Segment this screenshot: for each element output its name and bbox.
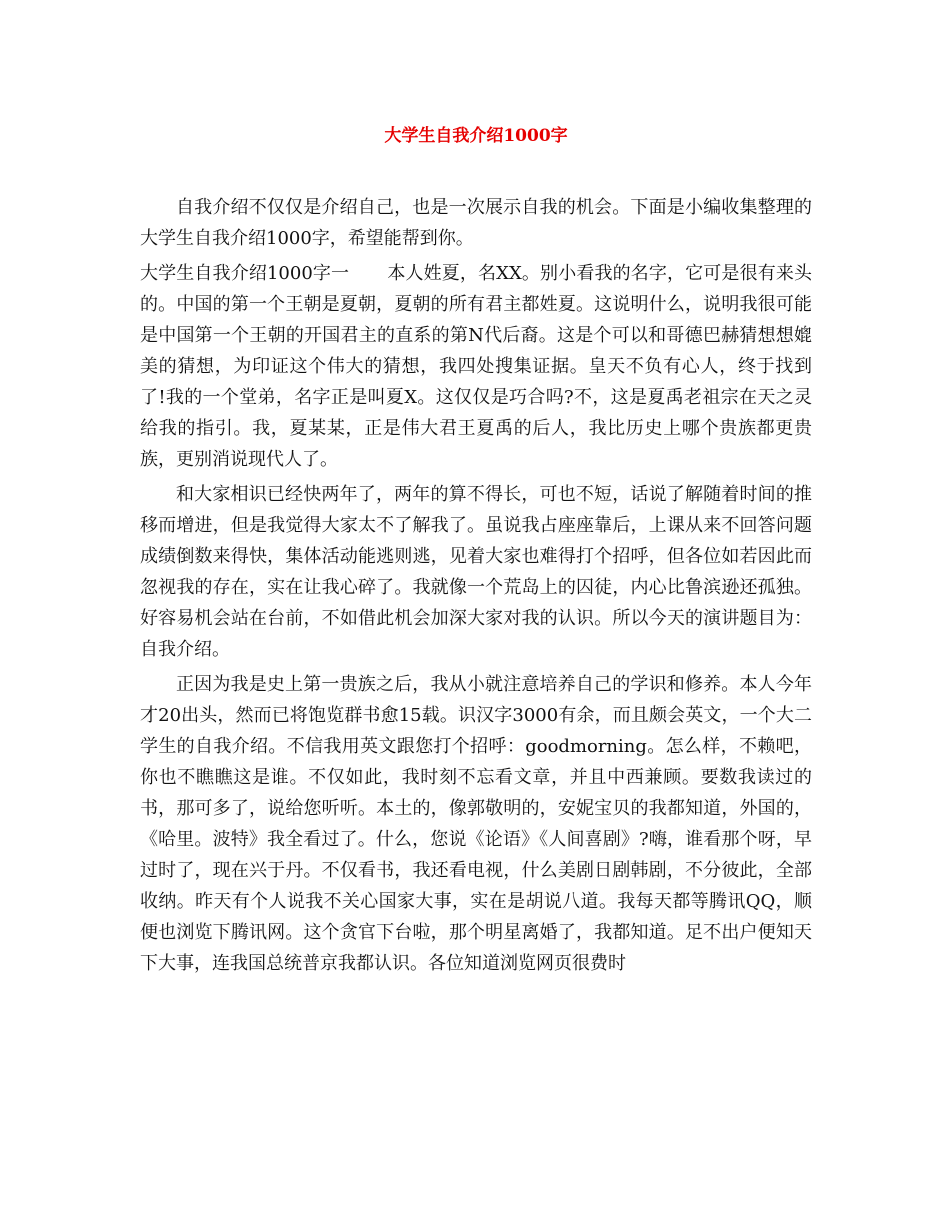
intro-paragraph: 自我介绍不仅仅是介绍自己，也是一次展示自我的机会。下面是小编收集整理的大学生自我介绍1000字，希望能帮到你。 — [140, 197, 812, 249]
body-paragraph-2: 正因为我是史上第一贵族之后，我从小就注意培养自己的学识和修养。本人今年才20出头，然而已将饱览群书愈15载。识汉字3000有余，而且颇会英文，一个大二学生的自我介绍。不信我用英文跟您打个招呼：goodmorning。怎么样，不赖吧，你也不瞧瞧这是谁。不仅如此，我时刻不忘看文章，并且中西兼顾。要数我读过的书，那可多了，说给您听听。本土的，像郭敬明的，安妮宝贝的我都知道，外国的，《哈里。波特》我全看过了。什么，您说《论语》《人间喜剧》?嗨，谁看那个呀，早过时了，现在兴于丹。不仅看书，我还看电视，什么美剧日剧韩剧，不分彼此，全部收纳。昨天有个人说我不关心国家大事，实在是胡说八道。我每天都等腾讯QQ，顺便也浏览下腾讯网。这个贪官下台啦，那个明星离婚了，我都知道。足不出户便知天下大事，连我国总统普京我都认识。各位知道浏览网页很费时 — [140, 674, 812, 974]
section-heading: 大学生自我介绍1000字一 — [140, 263, 350, 284]
section-one-paragraph — [140, 258, 812, 475]
document-body — [140, 192, 812, 983]
section-first-paragraph: 本人姓夏，名XX。别小看我的名字，它可是很有来头的。中国的第一个王朝是夏朝，夏朝的所有君主都姓夏。这说明什么，说明我很可能是中国第一个王朝的开国君主的直系的第N代后裔。这是个可以和哥德巴赫猜想想媲美的猜想，为印证这个伟大的猜想，我四处搜集证据。皇天不负有心人，终于找到了!我的一个堂弟，名字正是叫夏X。这仅仅是巧合吗?不，这是夏禹老祖宗在天之灵给我的指引。我，夏某某，正是伟大君王夏禹的后人，我比历史上哪个贵族都更贵族，更别消说现代人了。 — [140, 263, 812, 470]
document-title: 大学生自我介绍1000字 — [384, 126, 568, 146]
document-page — [140, 0, 812, 1230]
body-paragraph-1: 和大家相识已经快两年了，两年的算不得长，可也不短，话说了解随着时间的推移而增进，但是我觉得大家太不了解我了。虽说我占座座靠后，上课从来不回答问题成绩倒数来得快，集体活动能逃则逃，见着大家也难得打个招呼，但各位如若因此而忽视我的存在，实在让我心碎了。我就像一个荒岛上的囚徒，内心比鲁滨逊还孤独。好容易机会站在台前，不如借此机会加深大家对我的认识。所以今天的演讲题目为：自我介绍。 — [140, 484, 812, 660]
